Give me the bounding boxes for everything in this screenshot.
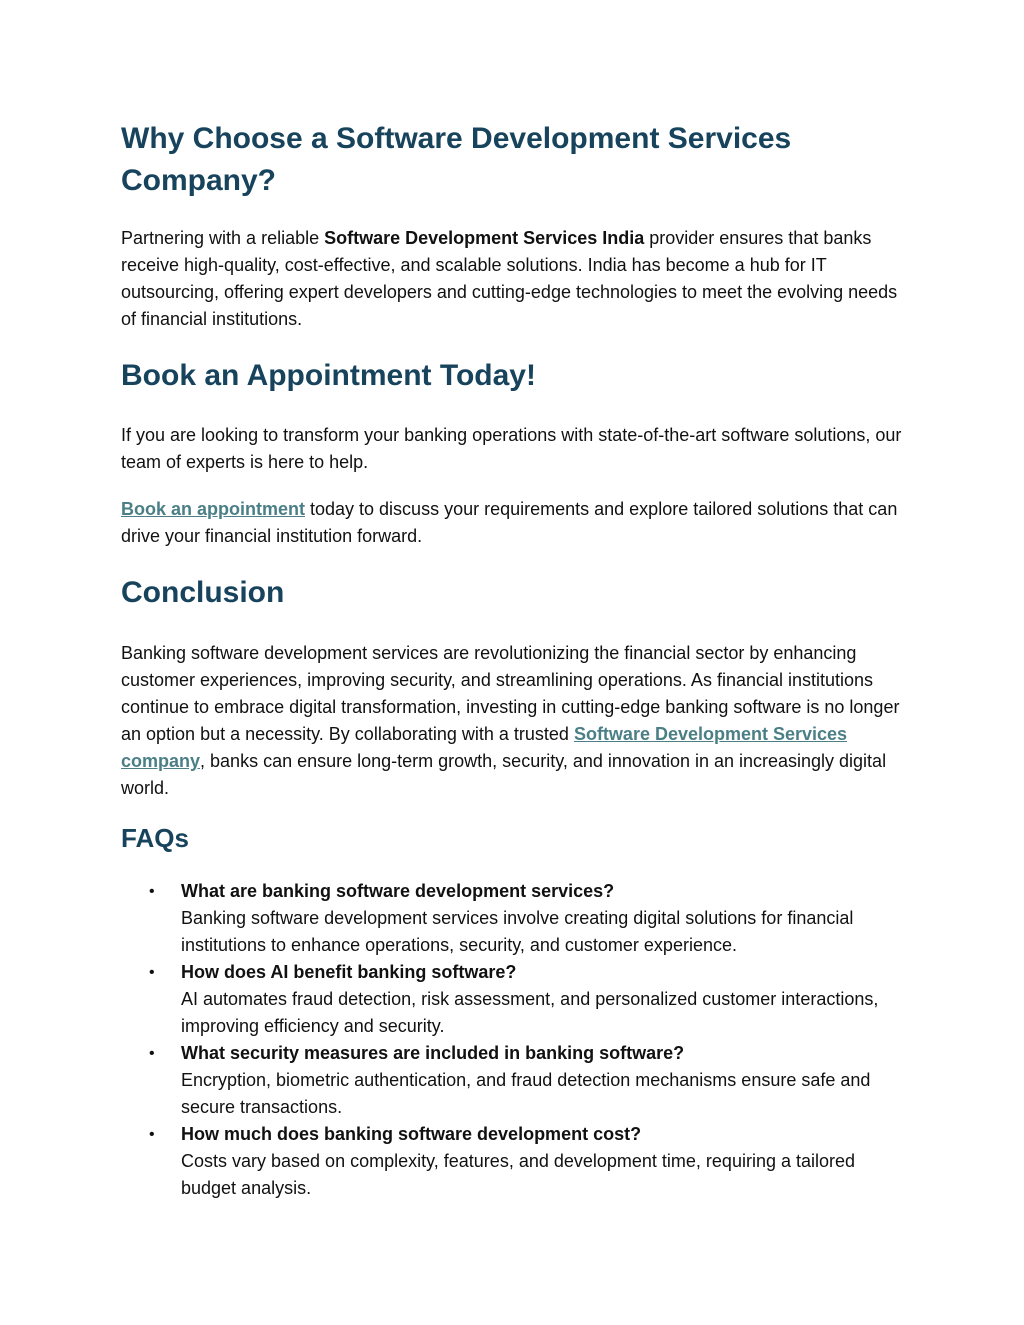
- faq-answer: Banking software development services involve creating digital solutions for financial institutions to enhance operations, security, and customer experience.: [181, 908, 854, 955]
- heading-faqs: FAQs: [121, 823, 189, 853]
- bullet-icon: •: [149, 883, 155, 900]
- faq-item: [121, 878, 911, 959]
- book-appointment-link[interactable]: Book an appointment: [121, 499, 305, 519]
- faq-item: [121, 1121, 911, 1202]
- faq-question: How does AI benefit banking software?: [181, 962, 517, 982]
- bullet-icon: •: [149, 1045, 155, 1062]
- paragraph-book-cta: [121, 496, 911, 550]
- software-development-company-link[interactable]: Software Development Services company: [121, 724, 848, 771]
- heading-why-choose: Why Choose a Software Development Services Company?: [121, 122, 792, 197]
- paragraph-conclusion-text-start: Banking software development services are revolutionizing the financial sector by enhancing customer experiences, improving security, and streamlining operations. As financial institutions continue to embrace digital transformation, investing in cutting-edge banking software is no longer an option but a necessity. By collaborating with a trusted: [121, 643, 900, 744]
- paragraph-book-intro: If you are looking to transform your banking operations with state-of-the-art software solutions, our team of experts is here to help.: [121, 425, 902, 472]
- faq-answer: Encryption, biometric authentication, and fraud detection mechanisms ensure safe and secure transactions.: [181, 1070, 871, 1117]
- faq-list: [121, 878, 911, 1202]
- heading-book-appointment: Book an Appointment Today!: [121, 359, 536, 392]
- faq-answer: Costs vary based on complexity, features, and development time, requiring a tailored budget analysis.: [181, 1151, 856, 1198]
- heading-conclusion: Conclusion: [121, 576, 285, 609]
- paragraph-conclusion-text-end: , banks can ensure long-term growth, security, and innovation in an increasingly digital world.: [121, 751, 887, 798]
- faq-question: What security measures are included in banking software?: [181, 1043, 685, 1063]
- bold-software-development-services-india: Software Development Services India: [324, 228, 645, 248]
- bullet-icon: •: [149, 1126, 155, 1143]
- paragraph-why-choose: [121, 225, 911, 333]
- bullet-icon: •: [149, 964, 155, 981]
- paragraph-why-text-end: provider ensures that banks receive high-quality, cost-effective, and scalable solutions. India has become a hub for IT outsourcing, offering expert developers and cutting-edge technologies to meet the evolving needs of financial institutions.: [121, 228, 898, 329]
- faq-question: What are banking software development services?: [181, 881, 615, 901]
- faq-answer: AI automates fraud detection, risk assessment, and personalized customer interactions, improving efficiency and security.: [181, 989, 879, 1036]
- faq-item: [121, 959, 911, 1040]
- paragraph-conclusion: [121, 640, 911, 802]
- faq-item: [121, 1040, 911, 1121]
- paragraph-why-text-start: Partnering with a reliable: [121, 228, 325, 248]
- paragraph-book-cta-text: today to discuss your requirements and explore tailored solutions that can drive your financial institution forward.: [121, 499, 898, 546]
- faq-question: How much does banking software development cost?: [181, 1124, 642, 1144]
